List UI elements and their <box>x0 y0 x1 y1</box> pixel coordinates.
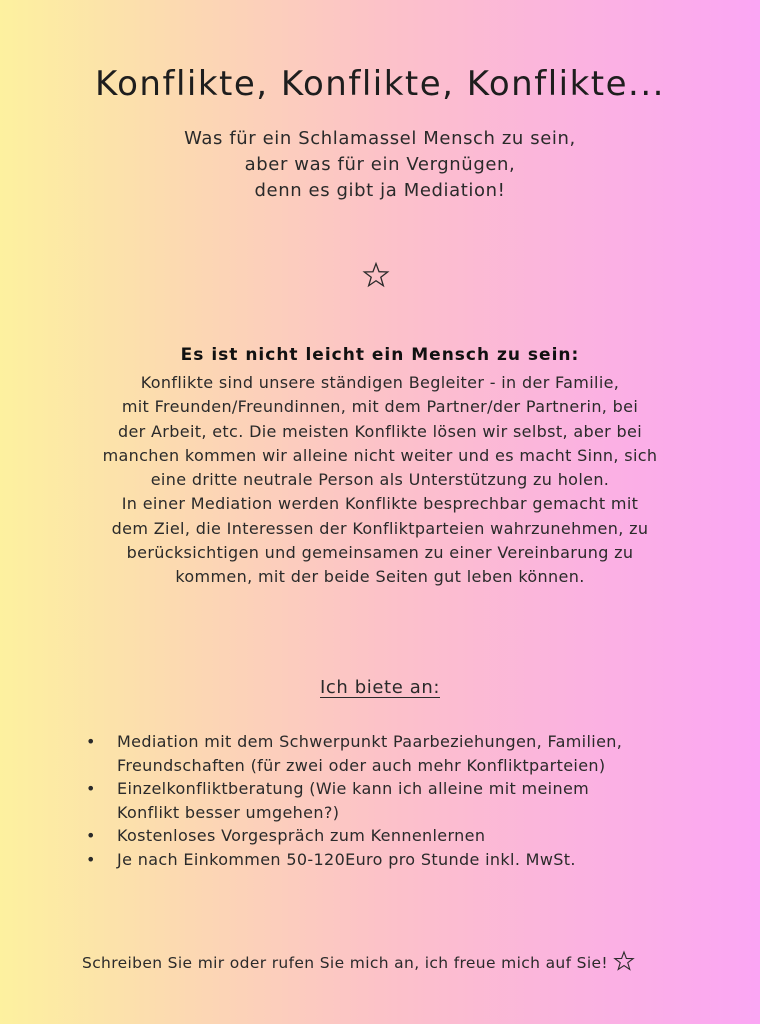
star-icon <box>613 950 635 972</box>
paragraph-line: mit Freunden/Freundinnen, mit dem Partner/der Partnerin, bei <box>121 397 639 417</box>
list-item <box>84 824 724 848</box>
paragraph-line: manchen kommen wir alleine nicht weiter und es macht Sinn, sich <box>102 445 658 465</box>
contact-footer <box>82 950 702 972</box>
paragraph-line: dem Ziel, die Interessen der Konfliktparteien wahrzunehmen, zu <box>111 518 649 538</box>
intro-paragraph <box>0 371 760 590</box>
list-item-text: Mediation mit dem Schwerpunkt Paarbeziehungen, Familien, <box>117 732 623 751</box>
list-item-text: Konflikt besser umgehen?) <box>117 802 340 822</box>
paragraph-line: In einer Mediation werden Konflikte besprechbar gemacht mit <box>121 494 639 514</box>
offers-heading: Ich biete an: <box>320 677 440 698</box>
list-item-text: Je nach Einkommen 50-120Euro pro Stunde inkl. MwSt. <box>117 849 576 869</box>
subtitle-line: denn es gibt ja Mediation! <box>254 180 506 201</box>
bullet-icon: • <box>86 826 96 845</box>
bullet-icon: • <box>86 779 96 798</box>
paragraph-line: eine dritte neutrale Person als Unterstützung zu holen. <box>150 470 610 490</box>
page-title: Konflikte, Konflikte, Konflikte... <box>95 64 665 104</box>
paragraph-line: kommen, mit der beide Seiten gut leben können. <box>175 567 585 587</box>
list-item <box>84 777 724 824</box>
subtitle-line: aber was für ein Vergnügen, <box>244 154 516 175</box>
list-item-text: Freundschaften (für zwei oder auch mehr Konfliktparteien) <box>117 755 606 775</box>
list-item <box>84 730 724 777</box>
paragraph-line: berücksichtigen und gemeinsamen zu einer Vereinbarung zu <box>126 543 634 563</box>
subtitle <box>0 126 760 204</box>
list-item-text: Einzelkonfliktberatung (Wie kann ich alleine mit meinem <box>117 779 590 798</box>
subtitle-line: Was für ein Schlamassel Mensch zu sein, <box>184 128 576 149</box>
list-item-text: Kostenloses Vorgespräch zum Kennenlernen <box>117 826 486 845</box>
paragraph-line: der Arbeit, etc. Die meisten Konflikte lösen wir selbst, aber bei <box>117 421 643 441</box>
offers-list <box>84 730 724 871</box>
bullet-icon: • <box>86 732 96 751</box>
footer-text: Schreiben Sie mir oder rufen Sie mich an, ich freue mich auf Sie! <box>82 954 608 972</box>
bullet-icon: • <box>86 849 96 869</box>
section-heading: Es ist nicht leicht ein Mensch zu sein: <box>180 345 580 365</box>
list-item <box>84 848 724 872</box>
star-icon <box>362 261 390 289</box>
paragraph-line: Konflikte sind unsere ständigen Begleiter - in der Familie, <box>140 373 620 392</box>
